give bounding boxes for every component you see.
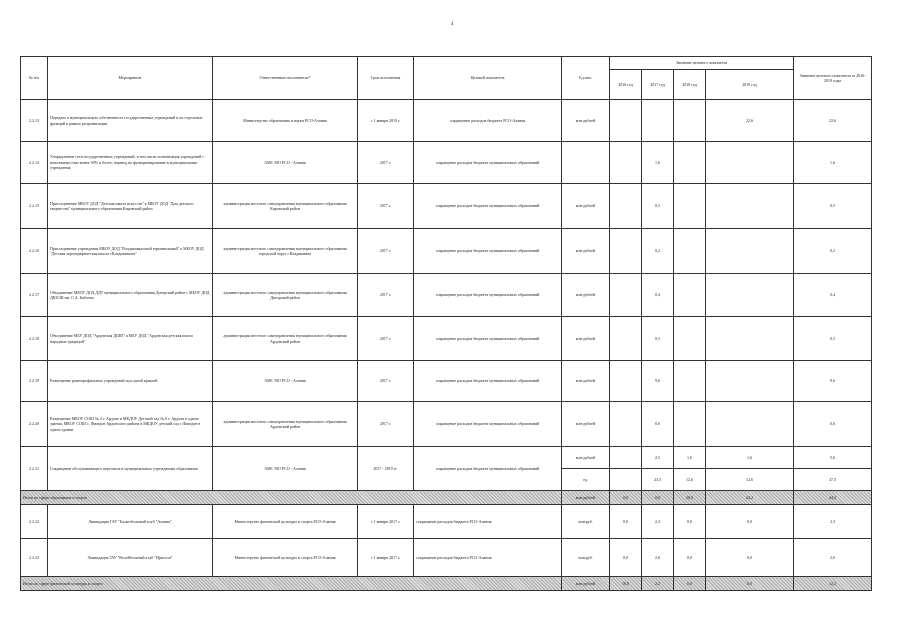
row-2017: 9,6	[642, 361, 674, 402]
row-2018: 0,0	[674, 539, 706, 577]
row-result: сокращение расходов бюджета муниципальных образований	[414, 317, 562, 361]
row-unit	[562, 142, 610, 184]
row-deadline: с 1 января 2017 г.	[358, 505, 414, 539]
row-2017: 0,5	[642, 184, 674, 229]
row-number: 2.2.22	[21, 505, 48, 539]
row-number: 2.2.23	[21, 539, 48, 577]
subtotal-2019: 0,0	[706, 577, 794, 591]
row-total: 0,2	[794, 229, 872, 274]
row-deadline: 2017 г.	[358, 142, 414, 184]
row-measure: Ликвидация ГАУ "Волейбольный клуб "Иристон"	[48, 539, 213, 577]
row-total: 0,5	[794, 184, 872, 229]
row-result: сокращение расходов бюджета РСО-Алания	[414, 505, 562, 539]
row-2018	[674, 142, 706, 184]
row-2017: 2,5	[642, 447, 674, 469]
row-2019	[706, 361, 794, 402]
row-unit: млн.рублей	[562, 317, 610, 361]
row-deadline: 2017 г.	[358, 361, 414, 402]
row-responsible: АМС МО РСО - Алания	[213, 361, 358, 402]
row-2016	[610, 274, 642, 317]
row-number: 2.2.14	[21, 142, 48, 184]
header-deadline: Срок исполнения	[358, 57, 414, 100]
table-row	[21, 100, 872, 142]
row-total: 2,6	[794, 539, 872, 577]
row-2016: 0,0	[610, 505, 642, 539]
table-row	[21, 184, 872, 229]
row-2017: 2,3	[642, 505, 674, 539]
row-total: 0,4	[794, 274, 872, 317]
row-2016	[610, 229, 642, 274]
row-2018	[674, 184, 706, 229]
subtotal-2018: 0,0	[674, 577, 706, 591]
row-number: 2.2.17	[21, 274, 48, 317]
row-2018	[674, 274, 706, 317]
header-total: Значение целевого показателя за 2016-2019 годы	[794, 57, 872, 100]
row-responsible: АМС МО РСО - Алания	[213, 142, 358, 184]
row-total: 1,6	[794, 142, 872, 184]
row-deadline: с 1 января 2017 г.	[358, 539, 414, 577]
row-2019: 12,6	[706, 469, 794, 491]
subtotal-2019: 24,2	[706, 491, 794, 505]
row-2017: 23,5	[642, 469, 674, 491]
row-total: 5,6	[794, 447, 872, 469]
row-2019	[706, 229, 794, 274]
table-row	[21, 447, 872, 469]
row-deadline: с 1 января 2019 г.	[358, 100, 414, 142]
table-row	[21, 505, 872, 539]
row-deadline: 2017 г.	[358, 317, 414, 361]
row-2018: 12,6	[674, 469, 706, 491]
row-2019	[706, 142, 794, 184]
row-measure: Объединение МБУ ДОД "Ардонская ДШИ" и МБУ ДОД "Ардонская детская школа народных традиций"	[48, 317, 213, 361]
row-unit: млн.рублей	[562, 229, 610, 274]
row-unit: млн.рублей	[562, 184, 610, 229]
row-result: сокращение расходов бюджета муниципальных образований	[414, 142, 562, 184]
row-measure: Передача в муниципальную собственность государственных учреждений и их отдельных функций в рамках реорганизации	[48, 100, 213, 142]
row-2018	[674, 229, 706, 274]
row-result: сокращение расходов бюджета муниципальных образований	[414, 184, 562, 229]
row-2019	[706, 274, 794, 317]
measures-table	[20, 56, 872, 591]
row-responsible: администрация местного самоуправления муниципального образования Дигорский район	[213, 274, 358, 317]
row-2017: 2,6	[642, 539, 674, 577]
header-measure: Мероприятие	[48, 57, 213, 100]
row-measure: Сокращение обслуживающего персонала в муниципальных учреждениях образования	[48, 447, 213, 491]
row-2019: 1,6	[706, 447, 794, 469]
row-responsible: администрация местного самоуправления муниципального образования городской округ г.Владикавказ	[213, 229, 358, 274]
row-total: 2,3	[794, 505, 872, 539]
row-2019: 0,0	[706, 505, 794, 539]
row-2016	[610, 142, 642, 184]
row-unit: млн.рублей	[562, 100, 610, 142]
row-responsible: администрация местного самоуправления муниципального образования Ардонский район	[213, 402, 358, 447]
row-2016	[610, 402, 642, 447]
table-row	[21, 402, 872, 447]
subtotal-2018: 20,0	[674, 491, 706, 505]
row-result: сокращение расходов бюджета РСО-Алания	[414, 539, 562, 577]
table-row	[21, 229, 872, 274]
row-responsible: Министерство физической культуры и спорта РСО-Алания	[213, 539, 358, 577]
row-number: 2.2.19	[21, 361, 48, 402]
row-measure: Ликвидация ГАУ "Баскетбольный клуб "Алания"	[48, 505, 213, 539]
row-measure: Присоединение МБОУ ДОД "Детская школа искусств" к МБОУ ДОД "Дом детского творчества" муниципального образования Кировский район	[48, 184, 213, 229]
row-measure: Присоединение учреждения МБОУ ДОД "Владикавказский терминальный" к МБОУ ДОД "Детская хореографическая школа г.Владикавказа"	[48, 229, 213, 274]
row-2019	[706, 317, 794, 361]
row-2018: 0,0	[674, 505, 706, 539]
row-responsible: Министерство образования и науки РСО-Алания	[213, 100, 358, 142]
subtotal-unit: млн.рублей	[562, 577, 610, 591]
row-number: 2.2.15	[21, 184, 48, 229]
row-number: 2.2.18	[21, 317, 48, 361]
header-result: Целевой показатель	[414, 57, 562, 100]
row-2017	[642, 100, 674, 142]
table-row	[21, 142, 872, 184]
row-total: 0,5	[794, 317, 872, 361]
row-unit: млн.руб.	[562, 539, 610, 577]
row-2016	[610, 447, 642, 469]
row-2016	[610, 469, 642, 491]
row-2018	[674, 100, 706, 142]
row-result: сокращение расходов бюджета муниципальных образований	[414, 361, 562, 402]
row-number: 2.2.13	[21, 100, 48, 142]
row-2016	[610, 317, 642, 361]
row-responsible: АМС МО РСО - Алания	[213, 447, 358, 491]
row-number: 2.2.16	[21, 229, 48, 274]
row-responsible: администрация местного самоуправления муниципального образования Кировский район	[213, 184, 358, 229]
header-year-2019: 2019 год	[706, 70, 794, 100]
row-2019	[706, 184, 794, 229]
row-measure: Упорядочение сети государственных учреждений, в том числе оптимизация учреждений с наполняемостью менее 50% и более, перевод на функционирование в муниципальные учреждения	[48, 142, 213, 184]
subtotal-total: 44,2	[794, 491, 872, 505]
row-deadline: 2017 г.	[358, 229, 414, 274]
row-2018	[674, 402, 706, 447]
header-unit: Ед.изм.	[562, 57, 610, 100]
row-2016	[610, 184, 642, 229]
row-unit: млн.руб.	[562, 505, 610, 539]
row-measure: Размещение МКОУ СОШ № 4 г. Ардона и МКДОУ Детский сад № 6 г. Ардона в одном здании, МКОУ СОШ с. Фиагдон Ардонского района в МКДОУ детский сад с.Фиагдон в одном здании	[48, 402, 213, 447]
header-year-2017: 2017 год	[642, 70, 674, 100]
subtotal-2017: 0,0	[642, 491, 674, 505]
row-measure: Размещение разнопрофильных учреждений под одной крышей	[48, 361, 213, 402]
row-measure: Объединение МБОУ ДОД ДДТ муниципального образования Дигорский район с МБОУ ДОД ДЮСШ им. С.А. Бибоева	[48, 274, 213, 317]
row-result: сокращение расходов бюджета муниципальных образований	[414, 274, 562, 317]
row-number: 2.2.21	[21, 447, 48, 491]
row-2017: 0,4	[642, 274, 674, 317]
row-number: 2.2.20	[21, 402, 48, 447]
row-2018	[674, 317, 706, 361]
row-deadline: 2017 г.	[358, 274, 414, 317]
row-unit: млн.рублей	[562, 402, 610, 447]
row-2016: 0,0	[610, 539, 642, 577]
row-total: 22,6	[794, 100, 872, 142]
row-result: сокращение расходов бюджета РСО-Алания	[414, 100, 562, 142]
row-2017: 0,2	[642, 229, 674, 274]
subtotal-2016: 0,0	[610, 491, 642, 505]
header-year-2016: 2016 год	[610, 70, 642, 100]
subtotal-education-row	[21, 491, 872, 505]
row-responsible: Министерство физической культуры и спорта РСО-Алания	[213, 505, 358, 539]
table-row	[21, 361, 872, 402]
row-responsible: администрация местного самоуправления муниципального образования Ардонский район	[213, 317, 358, 361]
subtotal-total: 12,2	[794, 577, 872, 591]
page-number: 4	[451, 22, 454, 27]
row-2017: 1,6	[642, 142, 674, 184]
subtotal-sport-row	[21, 577, 872, 591]
row-2016	[610, 361, 642, 402]
row-result: сокращение расходов бюджета муниципальных образований	[414, 229, 562, 274]
row-2019: 22,6	[706, 100, 794, 142]
subtotal-2017: 2,2	[642, 577, 674, 591]
row-2017: 0,5	[642, 317, 674, 361]
row-deadline: 2017 - 2019 гг.	[358, 447, 414, 491]
row-total: 47,5	[794, 469, 872, 491]
table-row	[21, 274, 872, 317]
header-value-group: Значение целевого показателя	[610, 57, 794, 70]
subtotal-2016: 10,0	[610, 577, 642, 591]
row-unit: млн.рублей	[562, 274, 610, 317]
row-result: сокращение расходов бюджета муниципальных образований	[414, 447, 562, 491]
row-total: 9,6	[794, 361, 872, 402]
table-row	[21, 317, 872, 361]
subtotal-label: Итого по сфере физической культуры и спорта	[21, 577, 562, 591]
header-responsible: Ответственные исполнители*	[213, 57, 358, 100]
subtotal-unit: млн.рублей	[562, 491, 610, 505]
row-2019: 0,0	[706, 539, 794, 577]
row-unit: млн.рублей	[562, 447, 610, 469]
row-unit: ед.	[562, 469, 610, 491]
row-2017: 0,6	[642, 402, 674, 447]
row-total: 0,6	[794, 402, 872, 447]
row-2016	[610, 100, 642, 142]
row-2019	[706, 402, 794, 447]
table-row	[21, 539, 872, 577]
header-num: № п/п	[21, 57, 48, 100]
row-2018	[674, 361, 706, 402]
header-year-2018: 2018 год	[674, 70, 706, 100]
row-2018: 1,6	[674, 447, 706, 469]
subtotal-label: Итого по сфере образования и спорта	[21, 491, 562, 505]
row-unit: млн.рублей	[562, 361, 610, 402]
row-deadline: 2017 г.	[358, 184, 414, 229]
row-result: сокращение расходов бюджета муниципальных образований	[414, 402, 562, 447]
row-deadline: 2017 г.	[358, 402, 414, 447]
